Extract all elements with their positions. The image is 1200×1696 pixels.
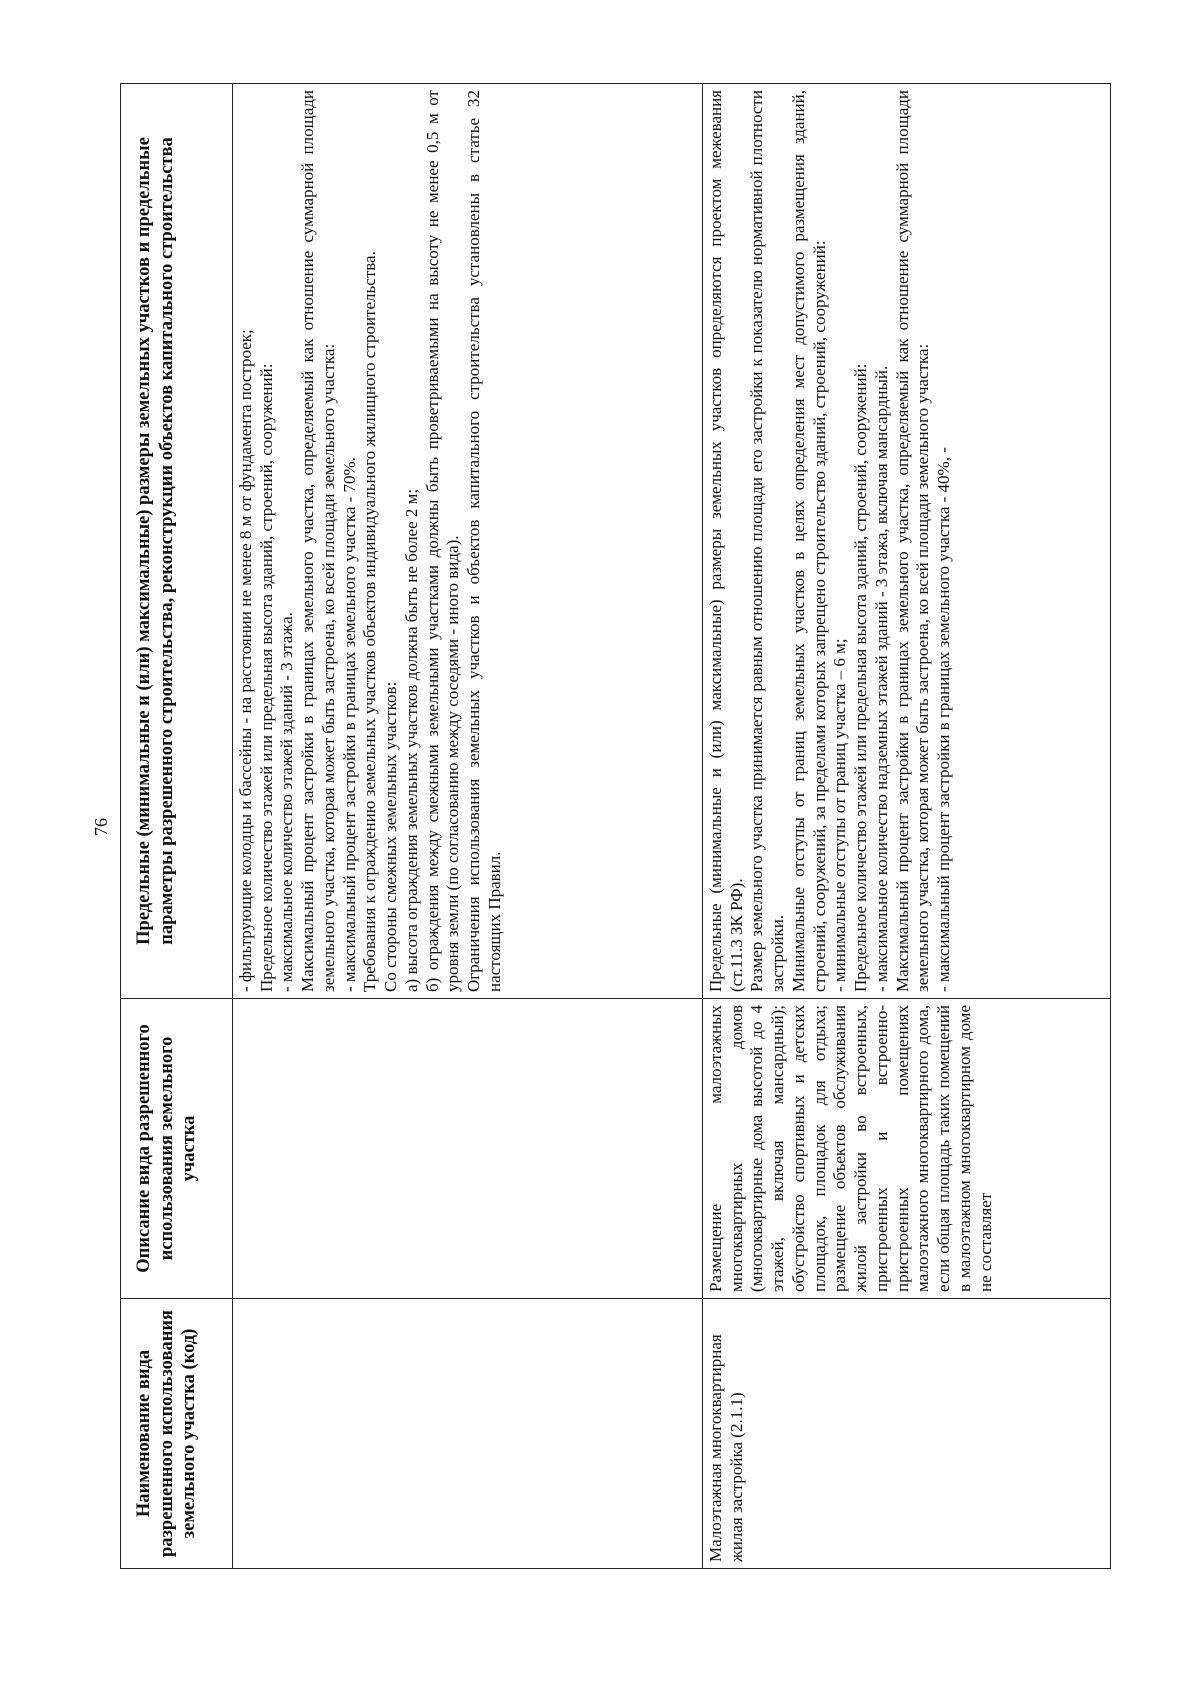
parameter-line: - максимальное количество этажей зданий - 3 этажа. <box>277 612 297 992</box>
header-type-name: Наименование вида разрешенного использования земельного участка (код) <box>121 1299 233 1569</box>
cell-type-name: Малоэтажная многоквартирная жилая застройка (2.1.1) <box>703 1299 1111 1569</box>
parameter-line: Размер земельного участка принимается равным отношению площади его застройки к показателю нормативной плотности застройки. <box>747 90 788 992</box>
cell-type-name <box>233 1299 703 1569</box>
parameter-line: б) ограждения между смежными земельными участками должны быть проветриваемыми на высоту не менее 0,5 м от уровня земли (по согласованию между соседями - иного вида). <box>422 90 463 992</box>
parameter-line: Предельное количество этажей или предельная высота зданий, строений, сооружений: <box>851 363 871 992</box>
parameter-line: Предельное количество этажей или предельная высота зданий, строений, сооружений: <box>256 363 276 992</box>
parameter-line: Минимальные отступы от границ земельных участков в целях определения мест допустимого размещения зданий, строений, сооружений, за пределами которых запрещено строительство зданий, строений, сооружений: <box>788 90 829 992</box>
cell-description: Размещение малоэтажных многоквартирных домов (многоквартирные дома высотой до 4 этажей, включая мансардный); обустройство спортивных и детских площадок, площадок для отдыха; размещение объектов обслуживания жилой застройки во встроенных, пристроенных и встроенно-пристроенных помещениях малоэтажного многоквартирного дома, если общая площадь таких помещений в малоэтажном многоквартирном доме не составляет <box>703 999 1111 1299</box>
parameter-line: Ограничения использования земельных участков и объектов капитального строительства установлены в статье 32 настоящих Правил. <box>464 90 504 992</box>
regulations-table <box>120 83 1111 1569</box>
table-row-continuation <box>233 84 703 1569</box>
parameter-line: - максимальное количество надземных этажей зданий - 3 этажа, включая мансардный. <box>871 365 891 992</box>
header-parameters: Предельные (минимальные и (или) максимальные) размеры земельных участков и предельные параметры разрешенного строительства, реконструкции объектов капитального строительства <box>121 84 233 999</box>
parameter-line: - минимальные отступы от границ участка – 6 м; <box>830 638 850 992</box>
parameter-line: - максимальный процент застройки в границах земельного участка - 70%. <box>339 457 359 992</box>
parameter-line: Предельные (минимальные и (или) максимальные) размеры земельных участков определяются проектом межевания (ст.11.3 ЗК РФ). <box>706 90 746 992</box>
table-row-2-1-1 <box>703 84 1111 1569</box>
parameter-line: Требования к ограждению земельных участков объектов индивидуального жилищного строительства. <box>360 251 380 992</box>
parameter-line: Максимальный процент застройки в границах земельного участка, определяемый как отношение суммарной площади земельного участка, которая может быть застроена, ко всей площади земельного участка: <box>892 90 933 992</box>
parameter-line: Со стороны смежных земельных участков: <box>381 681 401 992</box>
parameter-line: - максимальный процент застройки в границах земельного участка - 40%, - <box>934 447 954 992</box>
cell-parameters <box>703 84 1111 999</box>
header-description: Описание вида разрешенного использования земельного участка <box>121 999 233 1299</box>
page-number: 76 <box>91 818 111 836</box>
table-header-row <box>121 84 233 1569</box>
parameter-line: а) высота ограждения земельных участков должна быть не более 2 м; <box>401 488 421 992</box>
cell-parameters <box>233 84 703 999</box>
rotated-table-container <box>120 84 1110 1569</box>
parameter-line: Максимальный процент застройки в границах земельного участка, определяемый как отношение суммарной площади земельного участка, которая может быть застроена, ко всей площади земельного участка: <box>298 90 338 992</box>
cell-description <box>233 999 703 1299</box>
parameter-line: - фильтрующие колодцы и бассейны - на расстоянии не менее 8 м от фундамента построек; <box>236 329 255 992</box>
